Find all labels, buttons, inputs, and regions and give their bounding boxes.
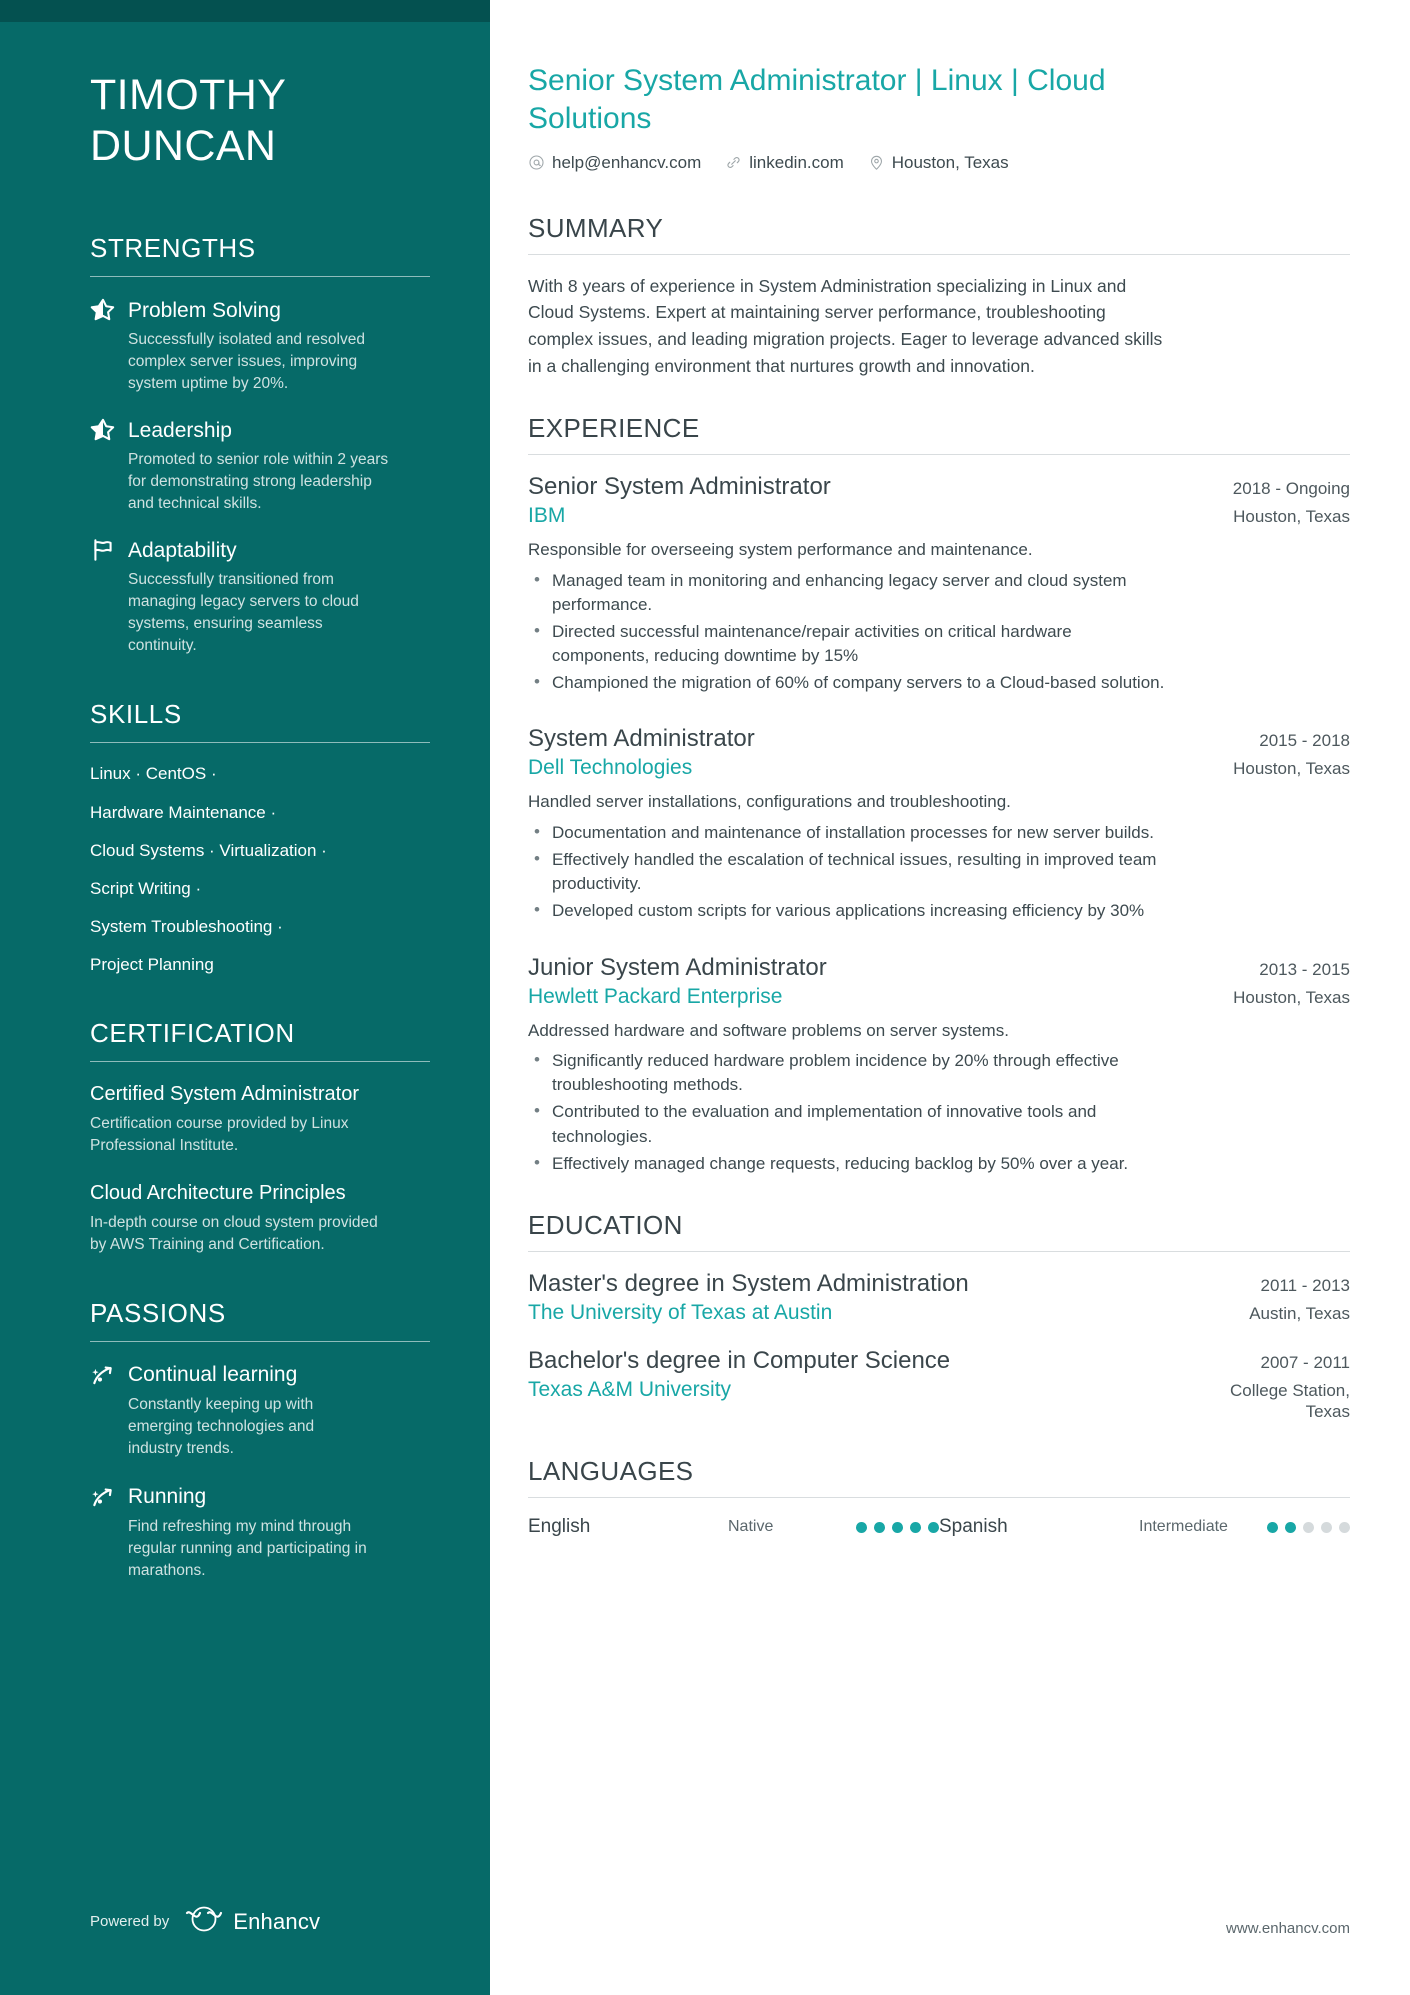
sidebar — [0, 0, 490, 1995]
location-pin-icon — [868, 154, 885, 171]
summary-text: With 8 years of experience in System Administration specializing in Linux and Cloud Systems. Expert at maintaining server performance, troubleshooting complex issues, and leading migration projects. Eager to leverage advanced skills in a challenging environment that nurtures growth and innovation. — [528, 275, 1163, 376]
contact-linkedin[interactable] — [725, 153, 844, 173]
first-name: TIMOTHY — [90, 71, 287, 119]
main-content — [490, 0, 1410, 1995]
star-half-icon — [90, 297, 116, 323]
job-bullet: • Directed successful maintenance/repair activities on critical hardware components, reducing downtime by 15% — [528, 620, 1168, 668]
strength-title: Leadership — [128, 418, 232, 442]
job-bullets — [528, 1049, 1350, 1176]
education-section — [528, 1210, 1350, 1423]
job-lead: Addressed hardware and software problems on server systems. — [528, 1020, 1009, 1040]
strength-description: Successfully isolated and resolved complex server issues, improving system uptime by 20%. — [128, 331, 365, 393]
contact-linkedin-value: linkedin.com — [749, 152, 844, 172]
contact-location-value: Houston, Texas — [891, 152, 1009, 172]
certification-section — [90, 1018, 428, 1256]
education-degree: Master's degree in System Administration — [528, 1269, 969, 1297]
proficiency-dot — [892, 1522, 903, 1533]
education-item — [528, 1347, 1350, 1423]
passion-title: Running — [128, 1485, 207, 1509]
passions-divider — [90, 1341, 430, 1342]
sidebar-top-accent-bar — [0, 0, 490, 22]
job-bullet: • Significantly reduced hardware problem incidence by 20% through effective troubleshooting methods. — [528, 1049, 1168, 1097]
enhancv-logo-icon — [183, 1906, 225, 1937]
contact-email[interactable] — [528, 153, 701, 173]
job-title: Junior System Administrator — [528, 953, 827, 981]
job-company: Hewlett Packard Enterprise — [528, 984, 783, 1008]
language-level: Intermediate — [1139, 1518, 1228, 1536]
strength-description: Successfully transitioned from managing legacy servers to cloud systems, ensuring seamless continuity. — [128, 571, 359, 655]
proficiency-dot — [910, 1522, 921, 1533]
job-bullet: • Documentation and maintenance of installation processes for new server builds. — [528, 821, 1168, 845]
strength-item — [90, 537, 428, 657]
proficiency-dot — [1339, 1522, 1350, 1533]
certification-title: Cloud Architecture Principles — [90, 1182, 346, 1205]
powered-by-footer — [90, 1906, 320, 1937]
website-url: www.enhancv.com — [1226, 1920, 1350, 1937]
job-bullets — [528, 569, 1350, 696]
passion-description: Find refreshing my mind through regular running and participating in marathons. — [128, 1518, 367, 1580]
education-location: Austin, Texas — [1249, 1303, 1350, 1323]
job-period: 2015 - 2018 — [1259, 731, 1350, 751]
job-location: Houston, Texas — [1233, 759, 1350, 779]
passion-title: Continual learning — [128, 1363, 298, 1387]
job-bullet: • Contributed to the evaluation and implementation of innovative tools and technologies. — [528, 1100, 1168, 1148]
proficiency-dot — [1303, 1522, 1314, 1533]
job-title: System Administrator — [528, 725, 755, 753]
experience-item — [528, 725, 1350, 923]
skills-divider — [90, 742, 430, 743]
page-title: Senior System Administrator | Linux | Cloud Solutions — [528, 64, 1106, 136]
summary-divider — [528, 254, 1350, 255]
proficiency-dot — [928, 1522, 939, 1533]
language-item — [939, 1516, 1350, 1538]
job-lead: Handled server installations, configurations and troubleshooting. — [528, 792, 1011, 812]
education-school: Texas A&M University — [528, 1377, 732, 1401]
education-item — [528, 1270, 1350, 1325]
summary-section — [528, 213, 1350, 379]
strengths-divider — [90, 276, 430, 277]
languages-divider — [528, 1497, 1350, 1498]
languages-row — [528, 1516, 1350, 1538]
job-bullet: • Managed team in monitoring and enhancing legacy server and cloud system performance. — [528, 569, 1168, 617]
job-location: Houston, Texas — [1233, 987, 1350, 1007]
skill-row: Project Planning — [90, 954, 214, 974]
job-lead: Responsible for overseeing system performance and maintenance. — [528, 540, 1033, 560]
strength-item — [90, 417, 428, 515]
education-period: 2007 - 2011 — [1260, 1352, 1350, 1372]
candidate-name — [90, 70, 428, 171]
experience-section — [528, 413, 1350, 1176]
education-period: 2011 - 2013 — [1260, 1275, 1350, 1295]
passions-heading: PASSIONS — [90, 1298, 226, 1329]
skill-row: Script Writing · — [90, 878, 202, 898]
certification-item — [90, 1181, 428, 1256]
contact-location — [868, 153, 1009, 173]
passion-description: Constantly keeping up with emerging technologies and industry trends. — [128, 1396, 315, 1458]
experience-item — [528, 473, 1350, 695]
education-divider — [528, 1251, 1350, 1252]
skill-row: Hardware Maintenance · — [90, 802, 277, 822]
education-school: The University of Texas at Austin — [528, 1300, 833, 1324]
strengths-heading: STRENGTHS — [90, 233, 256, 264]
experience-heading: EXPERIENCE — [528, 413, 700, 444]
language-proficiency-dots — [856, 1522, 939, 1533]
passions-section — [90, 1298, 428, 1582]
strength-item — [90, 297, 428, 395]
summary-heading: SUMMARY — [528, 212, 664, 243]
powered-by-label: Powered by — [90, 1913, 170, 1930]
job-bullets — [528, 821, 1350, 924]
enhancv-brand-name: Enhancv — [233, 1908, 321, 1934]
job-company: IBM — [528, 504, 566, 528]
skill-row: Cloud Systems · Virtualization · — [90, 840, 327, 860]
certification-title: Certified System Administrator — [90, 1083, 359, 1106]
proficiency-dot — [874, 1522, 885, 1533]
at-icon — [528, 154, 545, 171]
skill-row: Linux · CentOS · — [90, 764, 217, 784]
education-heading: EDUCATION — [528, 1209, 683, 1240]
languages-section — [528, 1456, 1350, 1538]
language-proficiency-dots — [1267, 1522, 1350, 1533]
strength-title: Adaptability — [128, 538, 237, 562]
certification-heading: CERTIFICATION — [90, 1018, 295, 1049]
language-level: Native — [728, 1518, 774, 1536]
strengths-section — [90, 233, 428, 657]
passion-item — [90, 1484, 428, 1582]
proficiency-dot — [1285, 1522, 1296, 1533]
skills-heading: SKILLS — [90, 699, 182, 730]
flag-icon — [90, 537, 116, 563]
language-item — [528, 1516, 939, 1538]
language-name: English — [528, 1516, 591, 1538]
certification-item — [90, 1082, 428, 1157]
certification-description: In-depth course on cloud system provided by AWS Training and Certification. — [90, 1214, 378, 1254]
job-company: Dell Technologies — [528, 756, 693, 780]
skill-row: System Troubleshooting · — [90, 916, 283, 936]
experience-item — [528, 954, 1350, 1176]
strength-description: Promoted to senior role within 2 years for demonstrating strong leadership and technical skills. — [128, 451, 389, 513]
contact-row — [528, 153, 1350, 173]
job-location: Houston, Texas — [1233, 507, 1350, 527]
passion-item — [90, 1362, 428, 1460]
certification-divider — [90, 1061, 430, 1062]
education-location: College Station, Texas — [1229, 1380, 1350, 1422]
contact-email-value: help@enhancv.com — [552, 152, 702, 172]
job-period: 2013 - 2015 — [1259, 959, 1350, 979]
proficiency-dot — [1321, 1522, 1332, 1533]
language-name: Spanish — [939, 1516, 1008, 1538]
link-icon — [725, 154, 742, 171]
job-bullet: • Effectively managed change requests, reducing backlog by 50% over a year. — [528, 1152, 1168, 1176]
proficiency-dot — [1267, 1522, 1278, 1533]
job-period: 2018 - Ongoing — [1232, 479, 1350, 499]
proficiency-dot — [856, 1522, 867, 1533]
experience-divider — [528, 454, 1350, 455]
certification-description: Certification course provided by Linux Professional Institute. — [90, 1115, 349, 1155]
rocket-icon — [90, 1484, 116, 1510]
education-degree: Bachelor's degree in Computer Science — [528, 1346, 951, 1374]
job-bullet: • Developed custom scripts for various applications increasing efficiency by 30% — [528, 899, 1168, 923]
last-name: DUNCAN — [90, 121, 277, 170]
skills-section — [90, 699, 428, 976]
star-half-icon — [90, 417, 116, 443]
rocket-icon — [90, 1362, 116, 1388]
job-bullet: • Effectively handled the escalation of technical issues, resulting in improved team productivity. — [528, 848, 1168, 896]
languages-heading: LANGUAGES — [528, 1456, 694, 1487]
job-title: Senior System Administrator — [528, 473, 831, 501]
job-bullet: • Championed the migration of 60% of company servers to a Cloud-based solution. — [528, 671, 1168, 695]
strength-title: Problem Solving — [128, 298, 281, 322]
